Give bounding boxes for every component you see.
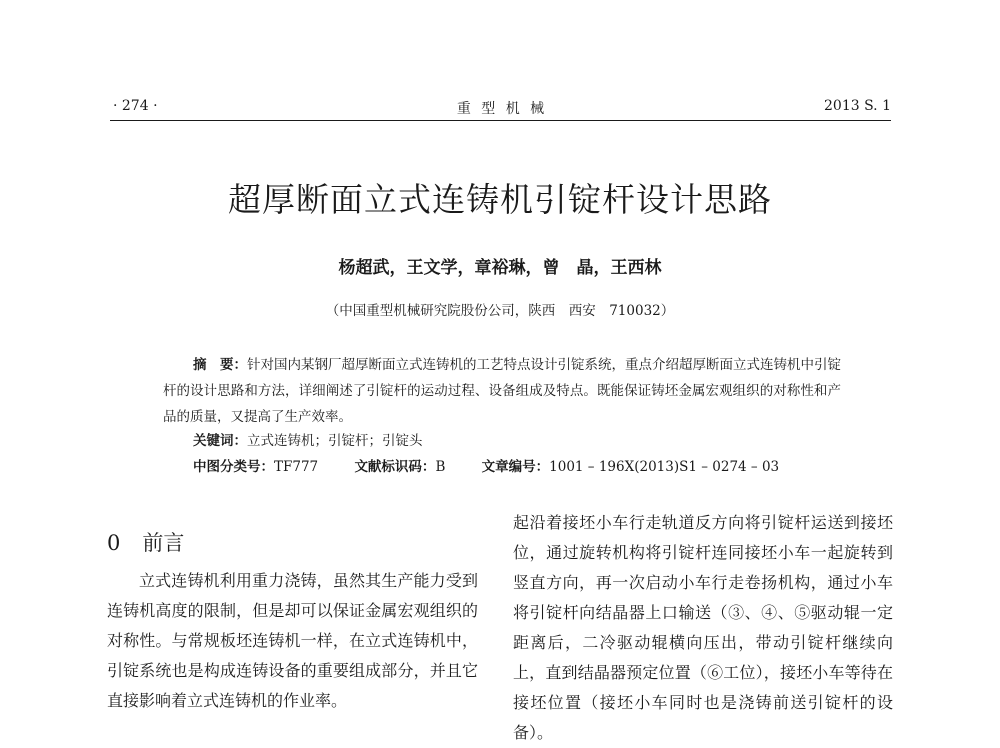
abstract <box>163 352 841 430</box>
keywords <box>193 429 423 449</box>
abstract-text: 针对国内某钢厂超厚断面立式连铸机的工艺特点设计引锭系统，重点介绍超厚断面立式连铸机中引锭杆的设计思路和方法，详细阐述了引锭杆的运动过程、设备组成及特点。既能保证铸坯金属宏观组织的对称性和产品的质量，又提高了生产效率。 <box>163 357 841 425</box>
keywords-label: 关键词： <box>193 433 247 449</box>
author-list: 杨超武，王文学，章裕琳，曾 晶，王西林 <box>338 258 662 278</box>
clc-code <box>193 459 318 475</box>
issue-number: 2013 S. 1 <box>824 98 891 114</box>
section-number: 0 <box>107 531 121 555</box>
clc-label: 中图分类号： <box>193 459 274 475</box>
article-id-label: 文章编号： <box>481 459 550 475</box>
header-rule <box>110 120 891 121</box>
page-number: · 274 · <box>113 98 158 114</box>
section-title: 前言 <box>142 531 185 555</box>
right-column-paragraph: 起沿着接坯小车行走轨道反方向将引锭杆运送到接坯位，通过旋转机构将引锭杆连同接坯小车一起旋转到竖直方向，再一次启动小车行走卷扬机构，通过小车将引锭杆向结晶器上口输送（③、④、⑤驱动辊一定距离后，二冷驱动辊横向压出，带动引锭杆继续向上，直到结晶器预定位置（⑥工位），接坯小车等待在接坯位置（接坯小车同时也是浇铸前送引锭杆的设备）。 <box>513 513 893 742</box>
classification-line <box>193 455 843 475</box>
keywords-text: 立式连铸机；引锭杆；引锭头 <box>247 433 423 449</box>
doc-value: B <box>435 459 446 475</box>
doc-label: 文献标识码： <box>354 459 436 475</box>
affiliation: （中国重型机械研究院股份公司，陕西 西安 710032） <box>325 303 675 319</box>
abstract-label: 摘 要： <box>193 357 247 373</box>
journal-name: 重 型 机 械 <box>456 101 548 117</box>
article-id-value: 1001 – 196X(2013)S1 – 0274 – 03 <box>549 459 780 475</box>
article-title: 超厚断面立式连铸机引锭杆设计思路 <box>228 180 772 219</box>
doc-code <box>354 459 445 475</box>
article-id <box>482 459 780 475</box>
left-column-paragraph: 立式连铸机利用重力浇铸，虽然其生产能力受到连铸机高度的限制，但是却可以保证金属宏观组织的对称性。与常规板坯连铸机一样，在立式连铸机中，引锭系统也是构成连铸设备的重要组成部分，并且它直接影响着立式连铸机的作业率。 <box>107 571 478 710</box>
running-header <box>113 98 891 118</box>
clc-value: TF777 <box>274 459 319 475</box>
section-heading <box>107 527 184 557</box>
